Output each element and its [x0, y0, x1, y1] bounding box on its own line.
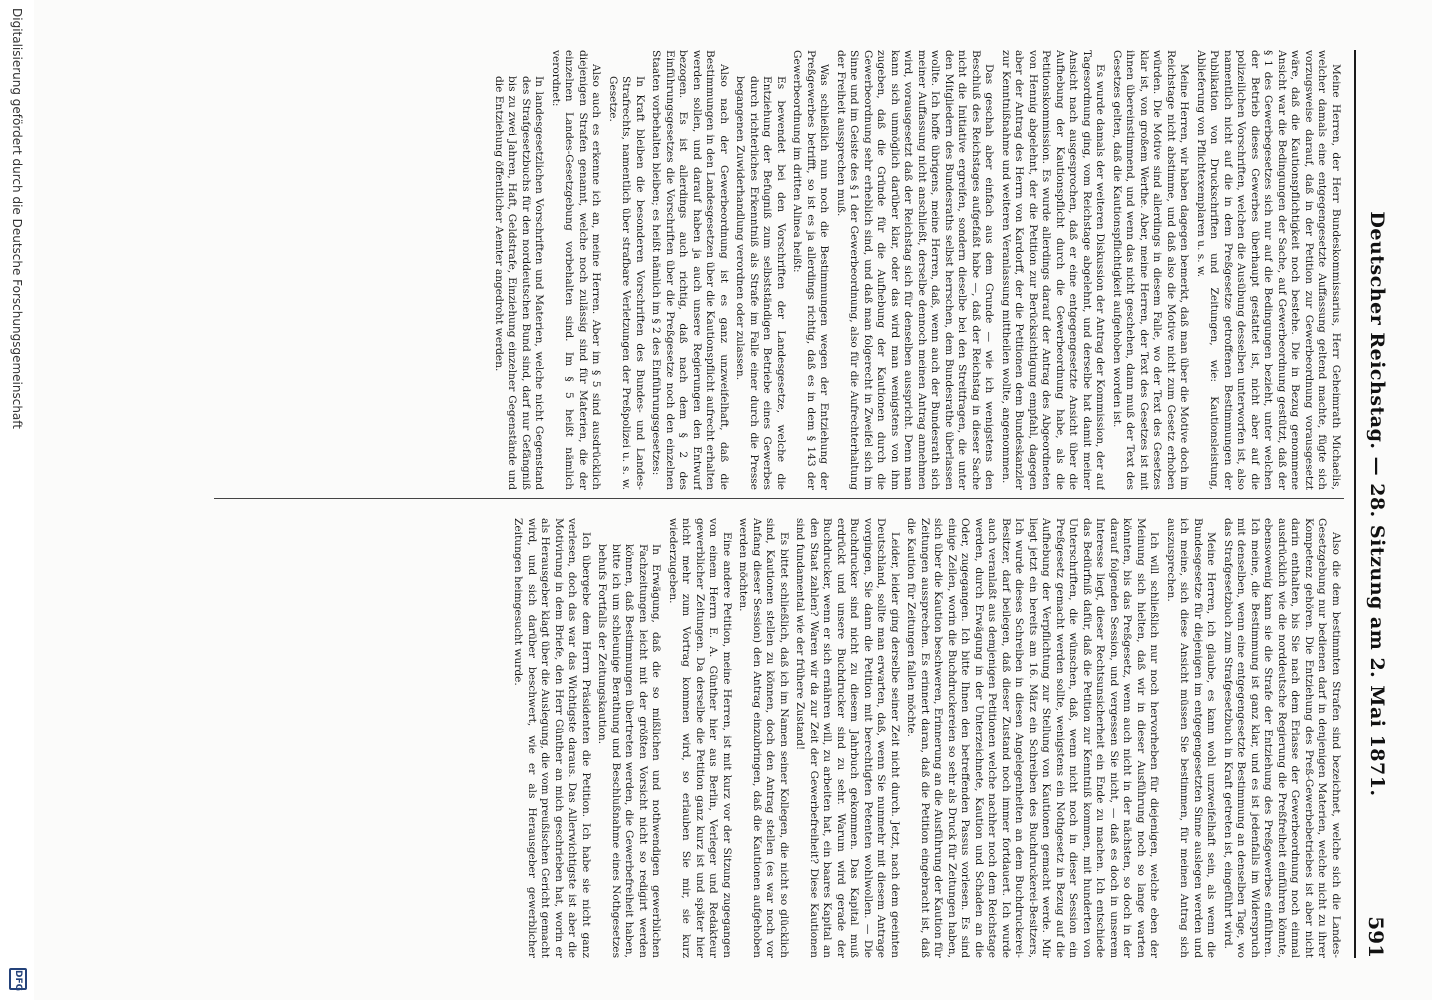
right-column	[222, 518, 1342, 958]
dfg-logo-icon: DFG	[9, 968, 27, 990]
paragraph: Es bittet schließlich, daß ich im Namen seiner Kollegen, die nicht so glücklich sind, Kautionen stellen zu können, doch den Antrag stellen (es war noch vor Anfang dieser Session) den Antrag einzubringen, daß die Kautionen aufgehoben werden möchten.	[737, 518, 790, 958]
paragraph: Ich will schließlich nur noch hervorheben für diejenigen, welche eben der Meinung sich hielten, daß wir in dieser Ausführung noch so lange warten könnten, bis das Preßgesetz, wenn auch nicht in der nächsten, so doch in der darauf folgenden Session, und vergessen Sie nicht, — daß es doch in unserem Interesse liegt, dieser Rechtsunsicherheit ein Ende zu machen. Ich entschiede das Bedürfniß dafür, daß die Petition zur Kenntniß kommen, mit hunderten von Unterschriften, die wünschen, daß, wenn nicht noch in dieser Session ein Preßgesetz gemacht werden sollte, wenigstens ein Nothgesetz in Bezug auf die Aufhebung der Verpflichtung zur Stellung von Kautionen gemacht werde. Mir liegt jetzt ein bereits am 16. März ein Schreiben des Buchdruckerei-Besitzers, Ich wurde dieses Schreiben in diesen Angelegenheiten an dem Buchdruckerei-Besitzer, darf beilegen, daß dieser Zustand noch immer fortdauert. Ich wurde auch veranlaßt aus demjenigen Petitionen welche nachher noch dem Reichstage werden, durch Erwägung in der Unterzeichnete, Kaution und Schaden an die Oder, zugegangen. Ich bitte Ihnen den betreffenden Passus vorlesen. Es sind einige Zeilen, worin die Buchdruckereien so sehr als Druck für Zeitungen haben, sich über die Kaution beschweren, Erinnerung an die Ausführung der Kaution für Zeitungen aussprechen. Es erinnert daran, daß die Petition eingebracht ist, daß die Kaution für Zeitungen fallen möchte.	[905, 518, 1161, 958]
paragraph: Meine Herren, wir haben dagegen bemerkt, daß man über die Motive doch im Reichstage nicht abstimme, und daß also die Motive nicht zum Gesetz erhoben würden. Die Motive sind allerdings in diesem Falle, wo der Text des Gesetzes klar ist, von großem Werthe. Aber, meine Herren, der Text des Gesetzes ist mit ihnen übereinstimmend, und wenn das nicht geschehen, dann muß der Text des Gesetzes gelten, daß die Kautionspflichtigkeit aufgehoben worden ist.	[1111, 50, 1191, 490]
column-divider	[214, 498, 1344, 499]
paragraph: Ich übergebe dem Herrn Präsidenten die Petition. Ich habe sie nicht ganz verlesen, doch das war das Wichtigste daraus. Das Allerwichtigste ist aber die Motivirung in dem Briefe, den Herr Günther an mich geschrieben hat, worin er als Herausgeber klagt über die Auslegung, die vom preußischen Gericht gemacht wird, und sich darüber beschwert, wie er als Herausgeber gewerblicher Zeitungen heimgesucht wurde.	[512, 518, 592, 958]
quoted-paragraph: In landesgesetzlichen Vorschriften und Materien, welche nicht Gegenstand des Strafgesetzbuchs für den norddeutschen Bund sind, darf nur Gefängniß bis zu zwei Jahren, Haft, Geldstrafe, Einziehung einzelner Gegenstände und die Entziehung öffentlicher Aemter angedroht werden.	[493, 76, 546, 490]
paragraph: Es wurde damals der weiteren Diskussion der Antrag der Kommission, der auf Tagesordnung ging, vom Reichstage abgelehnt, und derselbe hat damit meiner Ansicht nach ausgesprochen, daß er eine entgegengesetzte Ansicht über die Aufhebung der Kautionspflicht durch die Gewerbeordnung habe, als die Petitionskommission. Es wurde allerdings darauf der Antrag des Abgeordneten von Hennig abgelehnt, der die Petition zur Berücksichtigung empfahl, dagegen aber der Antrag des Herrn von Kardorff, der die Petitionen dem Bundeskanzler zur Kenntnißnahme und weiteren Veranlassung mittheilen wollte, angenommen.	[1000, 50, 1107, 490]
funding-credit: Digitalisierung gefördert durch die Deutsche Forschungsgemeinschaft	[10, 8, 24, 430]
paragraph: Das geschah aber einfach aus dem Grunde — wie ich wenigstens den Beschluß des Reichstages aufgefaßt habe —, daß der Reichstag in dieser Sache nicht die Initiative ergreifen, sondern dieselbe bei den Streitfragen, die unter den Mitgliedern des Bundesraths selbst herrschen, dem Bundesrathe überlassen wollte. Ich hoffe übrigens, meine Herren, daß, wenn auch der Bundesrath sich meiner Auffassung nicht anschließt, derselbe dennoch meinen Antrag annehmen wird, vorausgesetzt daß der Reichstag sich für denselben ausspricht. Denn man kann sich unmöglich darüber klar, oder das wird man wenigstens von ihm zugeben, daß die Gründe für die Aufhebung der Kautionen durch die Gewerbeordnung sehr erheblich sind, und daß man folgerecht in Zweifel sich im Sinne und im Geiste des § 1 der Gewerbeordnung, also für die Aufrechterhaltung der Freiheit aussprechen muß.	[835, 50, 996, 490]
paragraph: Also die dem bestimmten Strafen sind bezeichnet, welche sich die Landes-Gesetzgebung nur bedienen darf in denjenigen Materien, welche nicht zu ihrer Kompetenz gehören. Die Entziehung des Preß-Gewerbebetriebes ist aber nicht darin enthalten, bis Sie nach dem Erlasse der Gewerbeordnung noch einmal ausdrücklich wie die norddeutsche Regierung die Preßfreiheit einführen könnte, ebensowenig kann sie die Strafe der Entziehung des Preßgewerbes einführen. Ich meine, die Bestimmung ist ganz klar, und es ist jedenfalls im Widerspruch mit denselben, wenn eine entgegengesetzte Bestimmung an denselben Tage, wo das Strafgesetzbuch zum Strafgesetzbuch in Kraft getreten ist, eingeführt wird.	[1222, 518, 1342, 958]
paragraph: Leider, leider ging derselbe seiner Zeit nicht durch. Jetzt, nach dem geeinten Deutschland, sollte man erwarten, daß, wenn Sie nunmehr mit diesem Antrage vorgingen, Sie dann die Petition mit berechtigten Petenten wohlwollen. — Die Buchdrucker sind nicht zu diesem Jahrbuch gekommen. Das Kapital muß erdrückt und unsere Buchdrucker sind zu sehr. Warum wird gerade der Buchdrucker, wenn er sich ernähren will, zu arbeiten hat, ein baares Kapital an den Staat zahlen? Waren wir da zur Zeit der Gewerbefreiheit? Diese Kautionen sind fundamental wie der frühere Zustand!	[794, 518, 901, 958]
quoted-paragraph: In Kraft bleiben die besonderen Vorschriften des Bundes- und Landes-Strafrechts, namentlich über strafbare Verletzungen der Preßpolizei u. s. w. Gesetze.	[607, 76, 646, 490]
paragraph: Also nach der Gewerbeordnung ist es ganz unzweifelhaft, daß die Bestimmungen in den Landesgesetzen über die Kautionspflicht aufrecht erhalten werden sollen, und darauf haben ja auch unsere Regierungen den Entwurf bezogen. Es ist allerdings auch richtig, daß nach dem § 2 des Einführungsgesetzes die Vorschriften über die Preßgesetze noch den einzelnen Staaten vorbehalten bleiben; es heißt nämlich im § 2 des Einführungsgesetzes:	[650, 50, 730, 490]
paragraph: Was schließlich nun noch die Bestimmungen wegen der Entziehung der Preßgewerbes betrifft, so ist es ja allerdings richtig, daß es in dem § 143 der Gewerbeordnung im dritten Alinea heißt:	[791, 50, 831, 490]
header-rule	[1354, 50, 1356, 958]
quoted-paragraph: Es bewendet bei den Vorschriften der Landesgesetze, welche die Entziehung der Befugniß zum selbstständigen Betriebe eines Gewerbes durch richterliches Erkenntniß als Strafe im Falle einer durch die Presse begangenen Zuwiderhandlung verordnen oder zulassen.	[734, 76, 787, 490]
paragraph: Eine andere Petition, meine Herren, ist mit kurz vor der Sitzung zugegangen von einem Herrn E. A. Günther hier aus Berlin, Verleger und Redakteur gewerblicher Zeitungen. Da derselbe die Petition ganz kurz ist und später hier nicht mehr zum Vortrag kommen wird, so erlauben Sie mir, sie kurz wiederzugeben.	[667, 518, 733, 958]
page-number: 591	[1364, 916, 1388, 958]
left-column	[222, 50, 1342, 490]
paragraph: Meine Herren, ich glaube, es kann wohl unzweifelhaft sein, als wenn die Bundesgesetze für diejenigen im entgegengesetzten Sinne auslegen werden und ich meine, sich diese Ansicht müssen Sie bestimmen, für meinen Antrag sich auszusprechen.	[1165, 518, 1218, 958]
digitization-footer	[0, 0, 34, 1000]
quoted-paragraph: In Erwägung, daß die so mißlichen und nothwendigen gewerblichen Fachzeitungen leicht mit der größten Vorsicht nicht so redigirt werden können, daß Bestimmungen übertreten werden, die Gewerbefreiheit haben, bitte ich um schleunige Berathung und Beschlußnahme eines Nothgesetzes behufs Fortfalls der Zeitungskaution.	[596, 544, 663, 958]
paragraph: Also auch es erkenne ich an, meine Herren. Aber im § 5 sind ausdrücklich diejenigen Strafen genannt, welche noch zulässig sind für Materien, die der einzelnen Landes-Gesetzgebung vorbehalten sind. Im § 5 heißt nämlich verordnet:	[550, 50, 603, 490]
running-title: Deutscher Reichstag. — 28. Sitzung am 2. Mai 1871.	[1366, 211, 1388, 797]
page-header	[1358, 50, 1392, 958]
paragraph: Meine Herren, der Herr Bundeskommissarius, Herr Geheimrath Michaelis, welcher damals eine entgegengesetzte Auffassung geltend machte, fügte sich vorzugsweise darauf, daß in der Petition zur Gewerbeordnung vorausgesetzt wäre, daß die Kautionspflichtigkeit noch bestehe. Die in Bezug genommene Ansicht war die Bedingungen der Sache, auf Gewerbeordnung gestützt, daß der § 1 des Gewerbegesetzes sich nur auf die Bedingungen bezieht, unter welchen der Betrieb dieses Gewerbes überhaupt gestattet ist, nicht aber auf die polizeilichen Vorschriften, welchen die Ausübung desselben unterworfen ist, also namentlich nicht auf die in dem Preßgesetze getroffenen Bestimmungen der Publikation von Druckschriften und Zeitungen, wie: Kautionsleistung, Ablieferung von Pflichtexemplaren u. s. w.	[1195, 50, 1342, 490]
